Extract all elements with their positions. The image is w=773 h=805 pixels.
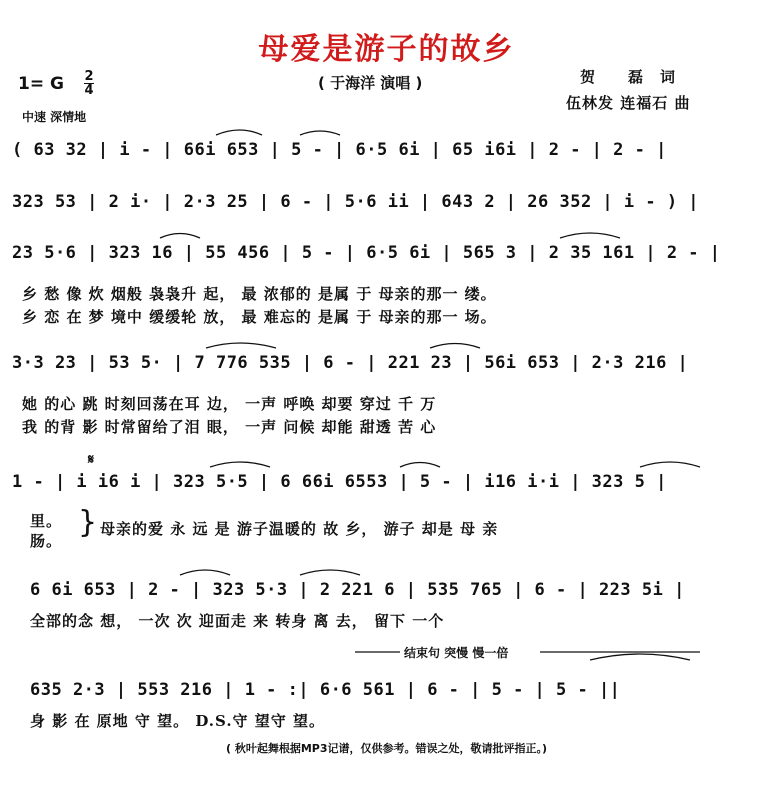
notes-system-6: 6 6i 653 | 2 - | 323 5·3 | 2 221 6 | 535 765 | 6 - | 223 5i |: [30, 580, 685, 600]
composer-credit: 伍林发 连福石 曲: [566, 94, 691, 112]
segno-sign: 𝄋: [88, 452, 95, 468]
notes-system-5: 1 - | i i6 i | 323 5·5 | 6 66i 6553 | 5 - | i16 i·i | 323 5 |: [12, 472, 667, 492]
time-signature: 2 4: [84, 69, 94, 98]
lyrics-system-3-verse-2: 乡 恋 在 梦 境中 缓缓轮 放， 最 难忘的 是属 于 母亲的那一 场。: [22, 308, 497, 326]
lyrics-system-5-verse-1: 里。: [30, 512, 63, 530]
lyrics-system-4-verse-2: 我 的背 影 时常留给了泪 眼， 一声 问候 却能 甜透 苦 心: [22, 418, 437, 436]
slur: [300, 131, 340, 135]
slur: [560, 233, 620, 238]
song-title: 母爱是游子的故乡: [258, 32, 515, 67]
singer-credit: ( 于海洋 演唱 ): [318, 74, 423, 92]
slur: [590, 654, 690, 660]
lyrics-system-5-verse-2: 肠。: [30, 532, 63, 550]
lyrics-system-3-verse-1: 乡 愁 像 炊 烟般 袅袅升 起， 最 浓郁的 是属 于 母亲的那一 缕。: [22, 285, 497, 303]
verse-brace: }: [78, 505, 98, 540]
lyrics-system-4-verse-1: 她 的心 跳 时刻回荡在耳 边， 一声 呼唤 却要 穿过 千 万: [22, 395, 437, 413]
lyrics-system-7: 身 影 在 原地 守 望。 D.S.守 望守 望。: [30, 712, 325, 730]
slur: [206, 343, 276, 348]
notes-system-4: 3·3 23 | 53 5· | 7 776 535 | 6 - | 221 23 | 56i 653 | 2·3 216 |: [12, 353, 689, 373]
lyrics-system-6: 全部的念 想， 一次 次 迎面走 来 转身 离 去， 留下 一个: [30, 612, 445, 630]
slur: [640, 462, 700, 467]
notes-system-7: 635 2·3 | 553 216 | 1 - :| 6·6 561 | 6 - | 5 - | 5 - ||: [30, 680, 621, 700]
footer-note: ( 秋叶起舞根据MP3记谱，仅供参考。错误之处，敬请批评指正。): [225, 742, 548, 755]
slur: [300, 570, 360, 575]
key-signature: 1= G: [18, 74, 64, 94]
slur: [216, 130, 262, 135]
slur: [400, 463, 440, 468]
notes-system-3: 23 5·6 | 323 16 | 55 456 | 5 - | 6·5 6i | 565 3 | 2 35 161 | 2 - |: [12, 243, 721, 263]
slur: [160, 234, 200, 239]
notes-system-2: 323 53 | 2 i· | 2·3 25 | 6 - | 5·6 ii | 643 2 | 26 352 | i - ) |: [12, 192, 700, 212]
slur: [180, 570, 230, 575]
lyrics-system-5-chorus: 母亲的爱 永 远 是 游子温暖的 故 乡， 游子 却是 母 亲: [100, 520, 499, 538]
slur: [430, 344, 480, 349]
tempo-marking: 中速 深情地: [22, 110, 87, 124]
notes-system-1: ( 63 32 | i - | 66i 653 | 5 - | 6·5 6i | 65 i6i | 2 - | 2 - |: [12, 140, 667, 160]
lyricist-credit: 贺 磊 词: [580, 68, 677, 86]
slur: [210, 462, 270, 467]
ending-instruction: 结束句 突慢 慢一倍: [404, 646, 509, 660]
